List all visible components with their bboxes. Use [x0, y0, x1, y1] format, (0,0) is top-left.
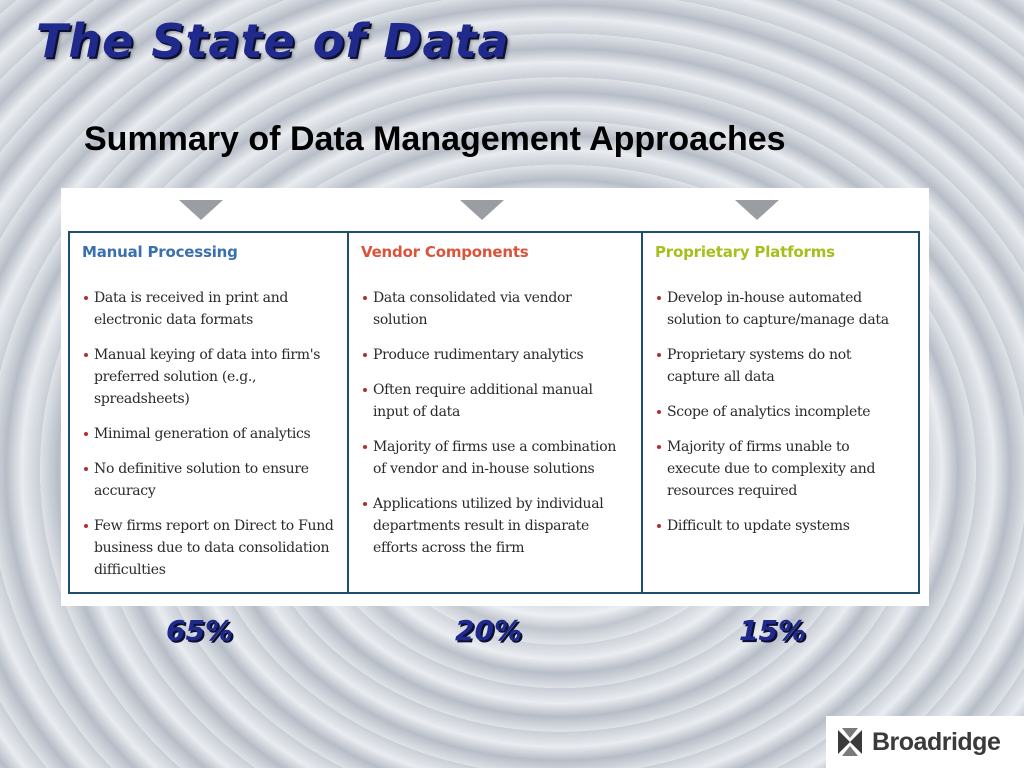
list-item: Few firms report on Direct to Fund business due to data consolidation difficulties [82, 515, 335, 581]
bullet-list [655, 287, 906, 537]
list-item: Manual keying of data into firm's preferred solution (e.g., spreadsheets) [82, 344, 335, 410]
column-heading: Proprietary Platforms [655, 243, 835, 261]
approaches-table [68, 231, 920, 594]
slide-title: The State of Data [36, 14, 510, 68]
list-item: Data is received in print and electronic data formats [82, 287, 335, 331]
list-item: Produce rudimentary analytics [361, 344, 629, 366]
list-item: No definitive solution to ensure accuracy [82, 458, 335, 502]
down-arrow-icon [460, 200, 504, 220]
list-item: Majority of firms use a combination of vendor and in-house solutions [361, 436, 629, 480]
list-item: Proprietary systems do not capture all data [655, 344, 906, 388]
down-arrow-icon [735, 200, 779, 220]
broadridge-logo [826, 716, 1024, 768]
list-item: Scope of analytics incomplete [655, 401, 906, 423]
slide-subtitle: Summary of Data Management Approaches [84, 120, 786, 158]
list-item: Difficult to update systems [655, 515, 906, 537]
percentage-manual: 65% [166, 614, 234, 647]
percentage-proprietary: 15% [739, 614, 807, 647]
list-item: Minimal generation of analytics [82, 423, 335, 445]
broadridge-logo-icon [836, 726, 864, 758]
bullet-list [361, 287, 629, 559]
logo-text: Broadridge [872, 727, 1001, 756]
list-item: Often require additional manual input of data [361, 379, 629, 423]
list-item: Develop in-house automated solution to capture/manage data [655, 287, 906, 331]
column-proprietary-platforms [641, 233, 918, 592]
percentage-vendor: 20% [455, 614, 523, 647]
list-item: Applications utilized by individual departments result in disparate efforts across the firm [361, 493, 629, 559]
column-vendor-components [347, 233, 641, 592]
list-item: Data consolidated via vendor solution [361, 287, 629, 331]
bullet-list [82, 287, 335, 581]
down-arrow-icon [179, 200, 223, 220]
approaches-panel [61, 188, 929, 606]
column-heading: Vendor Components [361, 243, 529, 261]
column-manual-processing [70, 233, 347, 592]
list-item: Majority of firms unable to execute due to complexity and resources required [655, 436, 906, 502]
column-heading: Manual Processing [82, 243, 238, 261]
